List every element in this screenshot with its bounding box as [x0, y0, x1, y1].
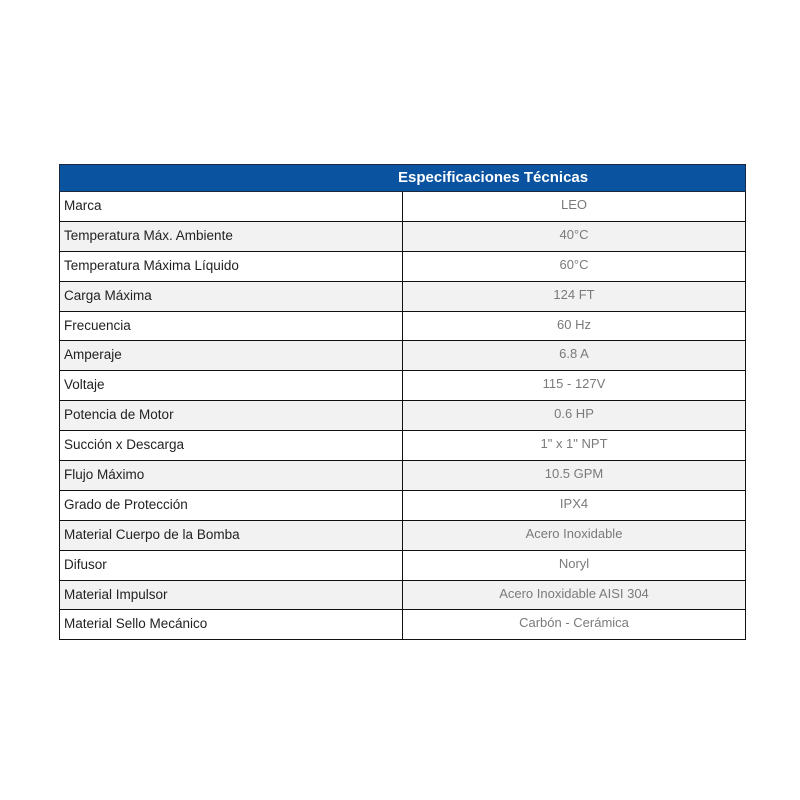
spec-row-frecuencia	[60, 311, 746, 341]
spec-value: 115 - 127V	[403, 371, 746, 401]
spec-table-header	[60, 165, 746, 192]
spec-label: Material Sello Mecánico	[60, 610, 403, 640]
spec-row-material-sello	[60, 610, 746, 640]
spec-row-difusor	[60, 550, 746, 580]
spec-label: Material Impulsor	[60, 580, 403, 610]
spec-label: Carga Máxima	[60, 281, 403, 311]
spec-value: 60°C	[403, 251, 746, 281]
spec-label: Material Cuerpo de la Bomba	[60, 520, 403, 550]
spec-label: Temperatura Máx. Ambiente	[60, 221, 403, 251]
spec-label: Frecuencia	[60, 311, 403, 341]
spec-row-marca	[60, 192, 746, 222]
spec-row-potencia-motor	[60, 401, 746, 431]
spec-row-amperaje	[60, 341, 746, 371]
spec-value: IPX4	[403, 490, 746, 520]
spec-value: 60 Hz	[403, 311, 746, 341]
spec-row-material-impulsor	[60, 580, 746, 610]
spec-row-temperatura-ambiente	[60, 221, 746, 251]
spec-label: Voltaje	[60, 371, 403, 401]
spec-value: 0.6 HP	[403, 401, 746, 431]
spec-value: 10.5 GPM	[403, 461, 746, 491]
spec-value: LEO	[403, 192, 746, 222]
spec-row-temperatura-liquido	[60, 251, 746, 281]
spec-label: Potencia de Motor	[60, 401, 403, 431]
spec-table-header-row	[60, 165, 746, 192]
spec-label: Difusor	[60, 550, 403, 580]
spec-label: Flujo Máximo	[60, 461, 403, 491]
spec-value: 40°C	[403, 221, 746, 251]
spec-row-carga-maxima	[60, 281, 746, 311]
spec-row-material-cuerpo	[60, 520, 746, 550]
spec-row-voltaje	[60, 371, 746, 401]
spec-label: Temperatura Máxima Líquido	[60, 251, 403, 281]
spec-value: Acero Inoxidable AISI 304	[403, 580, 746, 610]
spec-label: Amperaje	[60, 341, 403, 371]
spec-table-title: Especificaciones Técnicas	[398, 169, 589, 186]
spec-value: 6.8 A	[403, 341, 746, 371]
spec-label: Grado de Protección	[60, 490, 403, 520]
spec-table	[59, 164, 746, 640]
spec-row-succion-descarga	[60, 431, 746, 461]
spec-row-grado-proteccion	[60, 490, 746, 520]
spec-label: Marca	[60, 192, 403, 222]
spec-label: Succión x Descarga	[60, 431, 403, 461]
spec-row-flujo-maximo	[60, 461, 746, 491]
spec-value: Acero Inoxidable	[403, 520, 746, 550]
spec-value: Noryl	[403, 550, 746, 580]
spec-value: 1" x 1" NPT	[403, 431, 746, 461]
spec-value: 124 FT	[403, 281, 746, 311]
spec-value: Carbón - Cerámica	[403, 610, 746, 640]
